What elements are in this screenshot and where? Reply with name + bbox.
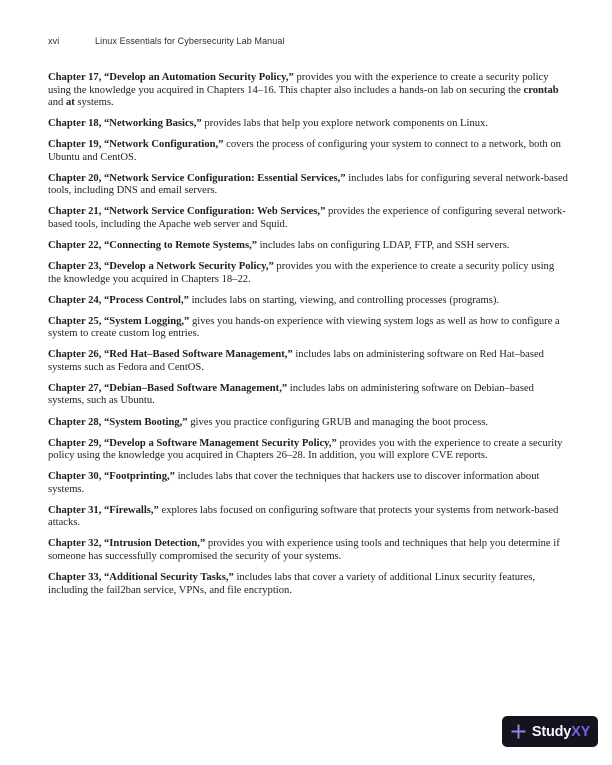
chapter-description: includes labs that cover the techniques that hackers use to discover information about systems. (48, 471, 540, 495)
chapter-paragraph (48, 538, 569, 563)
chapter-lead-bold: Chapter 28, “System Booting,” (48, 416, 188, 428)
chapter-description: provides you with the experience to create a security policy using the knowledge you acquired in Chapters 18–22. (48, 261, 555, 285)
chapter-paragraph (48, 240, 569, 253)
chapter-description: gives you practice configuring GRUB and managing the boot process. (187, 416, 488, 428)
chapter-lead-bold: Chapter 29, “Develop a Software Management Security Policy,” (48, 437, 337, 449)
chapter-lead-bold: Chapter 32, “Intrusion Detection,” (48, 538, 206, 550)
chapter-lead-bold: Chapter 17, “Develop an Automation Security Policy,” (48, 72, 294, 83)
chapter-description: includes labs on administering software on Debian–based systems, such as Ubuntu. (48, 382, 534, 407)
chapter-lead-bold: Chapter 30, “Footprinting,” (48, 471, 175, 483)
chapter-paragraph (48, 206, 569, 231)
chapter-lead-bold: Chapter 31, “Firewalls,” (48, 504, 159, 516)
brand-wordmark (532, 724, 590, 740)
chapter-description: includes labs on starting, viewing, and controlling processes (programs). (188, 294, 500, 306)
chapter-paragraph (48, 139, 569, 164)
chapter-description: gives you hands-on experience with viewing system logs as well as how to configure a system to create custom log entries. (48, 315, 560, 340)
running-title: Linux Essentials for Cybersecurity Lab Manual (95, 36, 285, 46)
chapter-description: provides you with the experience to create a security policy using the knowledge you acquired in Chapters 26–28. In addition, you will explore CVE reports. (48, 437, 563, 462)
chapter-lead-bold: Chapter 33, “Additional Security Tasks,” (48, 572, 234, 583)
chapter-description: covers the process of configuring your system to connect to a network, both on Ubuntu and CentOS. (48, 139, 561, 163)
chapter-paragraph (48, 471, 569, 496)
chapter-lead-bold: Chapter 26, “Red Hat–Based Software Management,” (48, 349, 293, 361)
chapter-paragraph (48, 72, 569, 110)
chapter-description: provides the experience of configuring several network-based tools, including the Apache web server and Squid. (48, 206, 566, 230)
chapter-lead-bold: Chapter 27, “Debian–Based Software Management,” (48, 382, 288, 394)
chapter-paragraph (48, 173, 569, 198)
studyxy-logo (502, 716, 598, 747)
brand-prefix: Study (531, 723, 572, 740)
chapter-lead-bold: Chapter 24, “Process Control,” (48, 294, 189, 306)
chapter-paragraph (48, 572, 569, 597)
chapter-lead-bold: Chapter 21, “Network Service Configuration: Web Services,” (48, 206, 326, 218)
chapter-paragraph (48, 438, 569, 463)
chapter-description: systems. (74, 97, 114, 108)
chapter-paragraph (48, 316, 569, 341)
chapter-lead-bold: Chapter 22, “Connecting to Remote Systems,” (48, 239, 258, 251)
chapter-description: provides you with experience using tools and techniques that help you determine if someone has successfully compromised the security of your systems. (48, 538, 560, 562)
chapter-description: includes labs that cover a variety of additional Linux security features, including the fail2ban service, VPNs, and file encryption. (48, 572, 536, 596)
chapter-lead-bold: Chapter 23, “Develop a Network Security Policy,” (48, 261, 274, 273)
chapter-paragraph (48, 505, 569, 530)
chapter-description: provides labs that help you explore network components on Linux. (201, 118, 488, 130)
chapter-description: provides you with the experience to create a security policy using the knowledge you acquired in Chapters 14–16. This chapter also includes a hands-on lab on securing the (48, 72, 549, 96)
chapter-paragraph (48, 261, 569, 286)
chapter-lead-bold: Chapter 18, “Networking Basics,” (48, 118, 202, 130)
brand-suffix: XY (571, 723, 591, 740)
chapter-list (48, 72, 569, 606)
page-number: xvi (48, 36, 60, 46)
chapter-description: and (48, 97, 66, 108)
chapter-lead-bold: crontab (523, 84, 559, 96)
chapter-paragraph (48, 295, 569, 308)
chapter-paragraph (48, 118, 569, 131)
chapter-lead-bold: at (65, 97, 75, 108)
page-header (48, 36, 285, 46)
chapter-description: includes labs on configuring LDAP, FTP, and SSH servers. (257, 239, 510, 251)
chapter-paragraph (48, 417, 569, 430)
plus-icon (510, 723, 527, 740)
chapter-lead-bold: Chapter 19, “Network Configuration,” (48, 139, 224, 151)
chapter-description: includes labs on administering software on Red Hat–based systems such as Fedora and CentOS. (48, 349, 544, 373)
chapter-lead-bold: Chapter 20, “Network Service Configuration: Essential Services,” (48, 172, 346, 184)
chapter-description: includes labs for configuring several network-based tools, including DNS and email servers. (48, 172, 568, 197)
chapter-lead-bold: Chapter 25, “System Logging,” (48, 315, 190, 327)
chapter-description: explores labs focused on configuring software that protects your systems from network-based attacks. (48, 504, 559, 529)
chapter-paragraph (48, 349, 569, 374)
chapter-paragraph (48, 383, 569, 408)
